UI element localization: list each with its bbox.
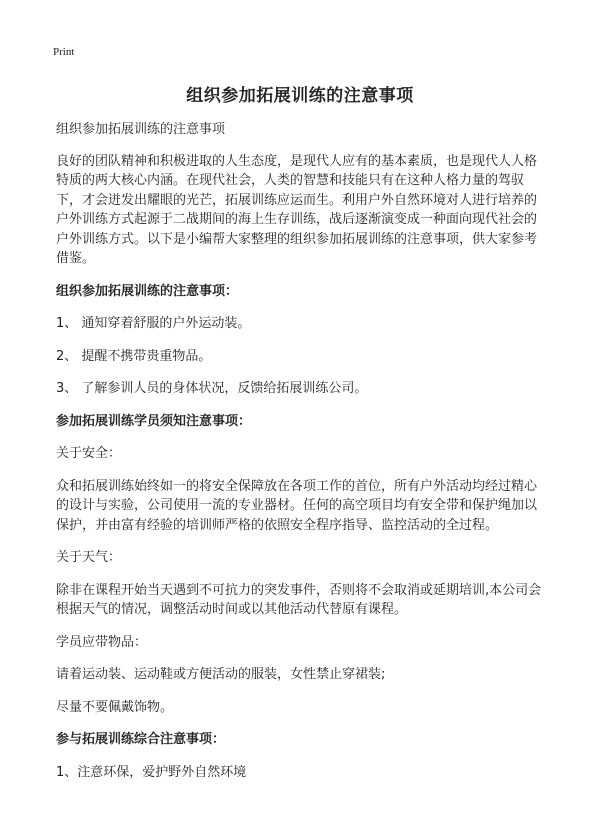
safety-paragraph: 众和拓展训练始终如一的将安全保障放在各项工作的首位，所有户外活动均经过精心的设计与实验，公司使用一流的专业器材。任何的高空项目均有安全带和保护绳加以保护，并由富有经验的培训师严格的依照安全程序指导、监控活动的全过程。	[56, 478, 538, 533]
items-paragraph: 尽量不要佩戴饰物。	[56, 699, 174, 715]
safety-label: 关于安全：	[56, 446, 122, 461]
section2-heading: 参加拓展训练学员须知注意事项：	[56, 413, 252, 429]
items-label: 学员应带物品：	[56, 634, 148, 650]
list-item: 1、注意环保，爱护野外自然环境	[56, 764, 247, 780]
items-paragraph: 请着运动装、运动鞋或方便活动的服装，女性禁止穿裙装;	[56, 667, 386, 682]
article-body	[56, 120, 548, 782]
weather-paragraph: 除非在课程开始当天遇到不可抗力的突发事件，否则将不会取消或延期培训,本公司会根据天气的情况，调整活动时间或以其他活动代替原有课程。	[56, 582, 542, 617]
weather-label: 关于天气：	[56, 550, 122, 565]
list-item: 2、 提醒不携带贵重物品。	[56, 348, 212, 364]
list-item: 3、 了解参训人员的身体状况，反馈给拓展训练公司。	[56, 381, 368, 396]
page-title: 组织参加拓展训练的注意事项	[186, 86, 414, 106]
list-item: 1、 通知穿着舒服的户外运动装。	[56, 316, 251, 331]
subtitle: 组织参加拓展训练的注意事项	[56, 122, 226, 137]
section1-heading: 组织参加拓展训练的注意事项：	[56, 283, 239, 299]
print-link[interactable]: Print	[53, 46, 75, 58]
section3-heading: 参与拓展训练综合注意事项：	[56, 732, 226, 747]
intro-paragraph: 良好的团队精神和积极进取的人生态度，是现代人应有的基本素质，也是现代人人格特质的两大核心内涵。在现代社会，人类的智慧和技能只有在这种人格力量的驾驭下，才会迸发出耀眼的光芒，拓展训练应运而生。利用户外自然环境对人进行培养的户外训练方式起源于二战期间的海上生存训练，战后逐渐演变成一种面向现代社会的户外训练方式。以下是小编帮大家整理的组织参加拓展训练的注意事项，供大家参考借鉴。	[56, 153, 538, 266]
